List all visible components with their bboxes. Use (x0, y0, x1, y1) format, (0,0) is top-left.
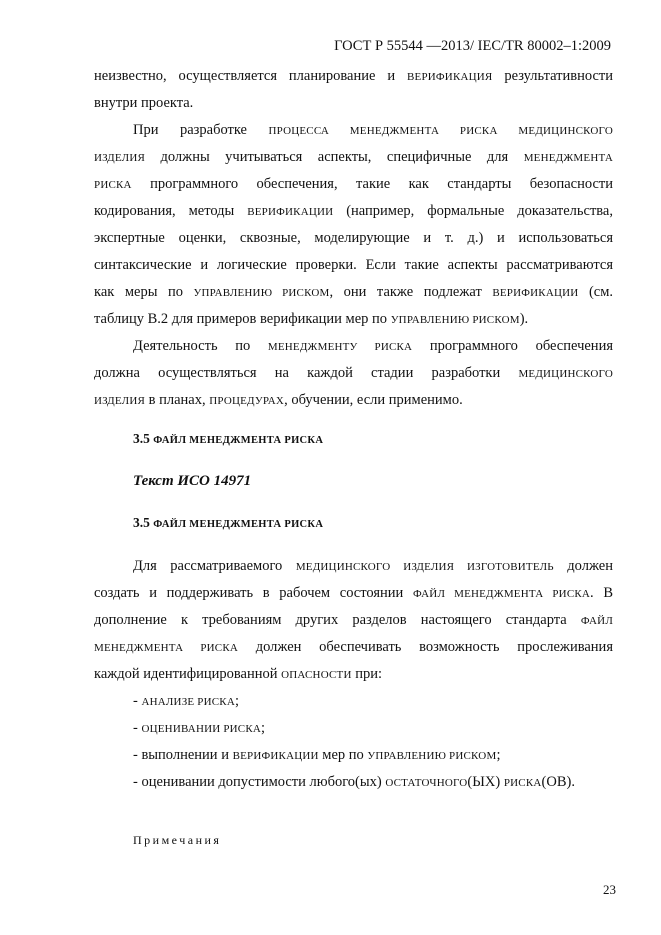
section-heading: 3.5 ФАЙЛ МЕНЕДЖМЕНТА РИСКА (133, 431, 324, 446)
list-item: - выполнении и ВЕРИФИКАЦИИ мер по УПРАВЛЕНИЮ РИСКОМ; (133, 747, 501, 763)
body-text-line: При разработке ПРОЦЕССА МЕНЕДЖМЕНТА РИСКА МЕДИЦИНСКОГО (133, 122, 613, 138)
body-text-line: МЕНЕДЖМЕНТА РИСКА должен обеспечивать возможность прослеживания (94, 639, 613, 655)
body-text-line: ИЗДЕЛИЯ должны учитываться аспекты, специфичные для МЕНЕДЖМЕНТА (94, 149, 613, 165)
body-text-line: кодирования, методы ВЕРИФИКАЦИИ (например, формальные доказательства, (94, 203, 613, 219)
body-text-line: каждой идентифицированной ОПАСНОСТИ при: (94, 666, 383, 682)
body-text-line: ИЗДЕЛИЯ в планах, ПРОЦЕДУРАХ, обучении, если применимо. (94, 392, 463, 408)
body-text-line: Деятельность по МЕНЕДЖМЕНТУ РИСКА программного обеспечения (133, 338, 613, 354)
list-item: - ОЦЕНИВАНИИ РИСКА; (133, 720, 266, 736)
page-number: 23 (603, 882, 616, 897)
body-text-line: экспертные оценки, сквозные, моделирующие и т. д.) и использоваться (94, 230, 613, 246)
list-item: - АНАЛИЗЕ РИСКА; (133, 693, 239, 709)
body-text-line: внутри проекта. (94, 95, 194, 111)
body-text-line: Для рассматриваемого МЕДИЦИНСКОГО ИЗДЕЛИЯ ИЗГОТОВИТЕЛЬ должен (133, 558, 613, 574)
notes-label: Примечания (133, 833, 222, 847)
document-header: ГОСТ Р 55544 —2013/ IEC/TR 80002–1:2009 (334, 38, 611, 54)
body-text-line: дополнение к требованиям других разделов настоящего стандарта ФАЙЛ (94, 612, 613, 628)
body-text-line: синтаксические и логические проверки. Если такие аспекты рассматриваются (94, 257, 613, 273)
body-text-line: должна осуществляться на каждой стадии разработки МЕДИЦИНСКОГО (94, 365, 613, 381)
iso-text-heading: Текст ИСО 14971 (133, 473, 252, 489)
body-text-line: неизвестно, осуществляется планирование и ВЕРИФИКАЦИЯ результативности (94, 68, 613, 84)
body-text-line: создать и поддерживать в рабочем состоянии ФАЙЛ МЕНЕДЖМЕНТА РИСКА. В (94, 585, 614, 601)
body-text-line: РИСКА программного обеспечения, такие как стандарты безопасности (94, 176, 613, 192)
list-item: - оценивании допустимости любого(ых) ОСТАТОЧНОГО(ЫХ) РИСКА(ОВ). (133, 774, 575, 790)
section-heading: 3.5 ФАЙЛ МЕНЕДЖМЕНТА РИСКА (133, 515, 324, 530)
body-text-line: как меры по УПРАВЛЕНИЮ РИСКОМ, они также подлежат ВЕРИФИКАЦИИ (см. (94, 284, 614, 300)
body-text-line: таблицу В.2 для примеров верификации мер по УПРАВЛЕНИЮ РИСКОМ). (94, 311, 529, 327)
